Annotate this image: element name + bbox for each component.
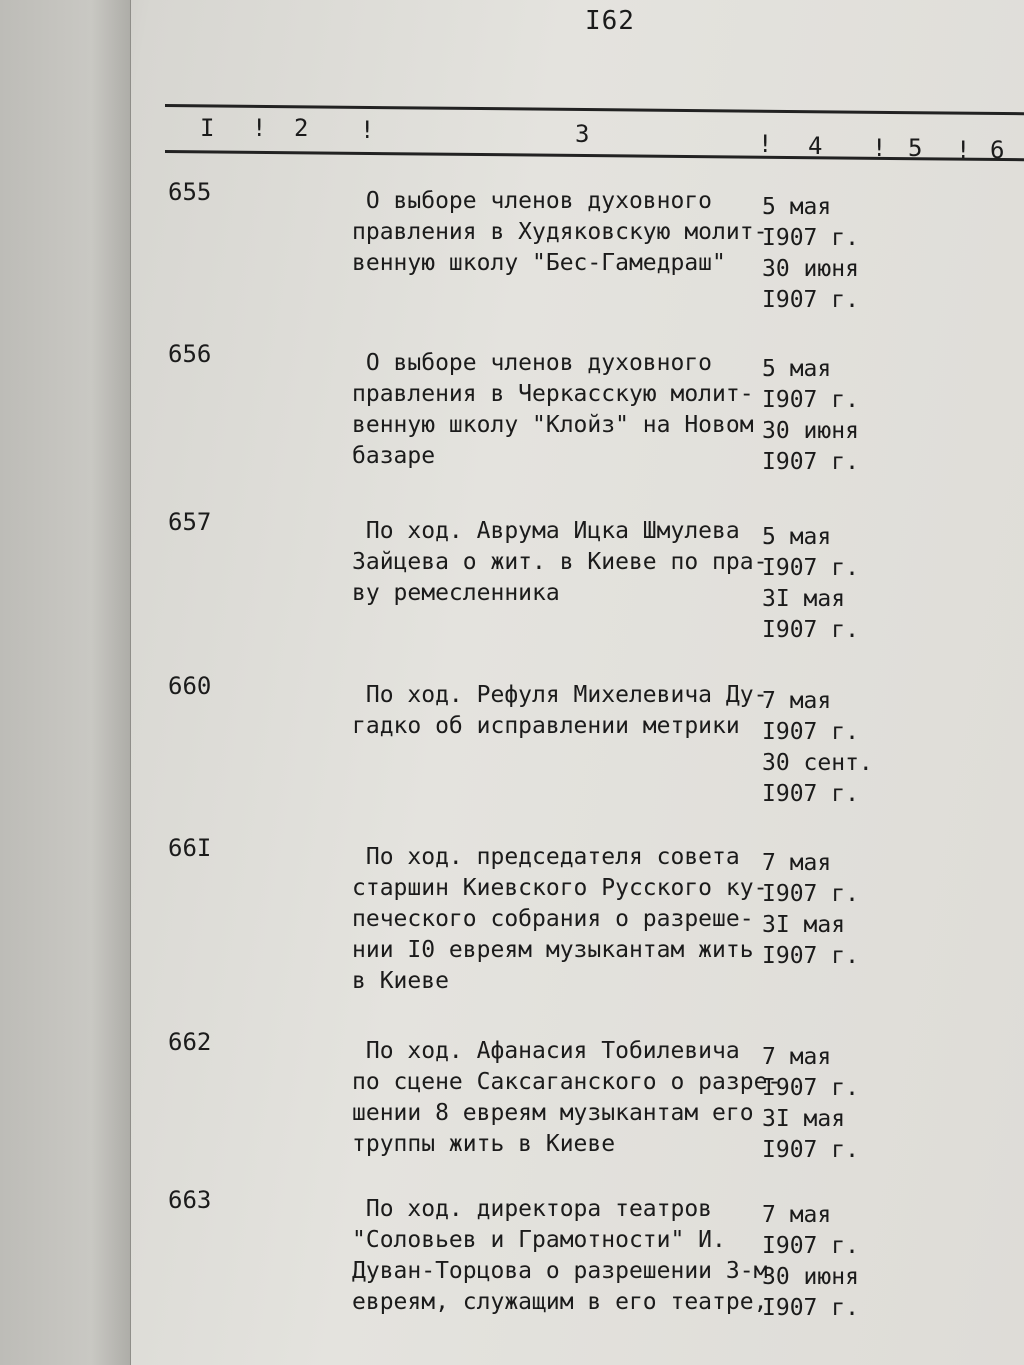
table-header-bottom-rule (165, 150, 1024, 161)
description-line: печеского собрания о разреше- (352, 906, 754, 932)
header-col-2: 2 (294, 114, 309, 142)
entry-number: 66I (168, 834, 212, 862)
entry-number: 655 (168, 178, 212, 206)
description-line: По ход. директора театров (352, 1196, 713, 1222)
description-line: Дуван-Торцова о разрешении 3-м (352, 1258, 768, 1284)
date-line: 5 мая (762, 194, 832, 220)
date-line: I907 г. (762, 781, 859, 807)
entry-dates (762, 522, 859, 646)
date-line: I907 г. (762, 387, 859, 413)
description-line: По ход. Рефуля Михелевича Ду- (352, 682, 768, 708)
date-line: 7 мая (762, 688, 832, 714)
page-number: I62 (585, 6, 635, 36)
date-line: 30 июня (762, 256, 859, 282)
header-separator: ! (360, 116, 375, 144)
description-line: нии I0 евреям музыкантам жить (352, 937, 754, 963)
date-line: 30 июня (762, 418, 859, 444)
page-gutter (0, 0, 131, 1365)
description-line: Зайцева о жит. в Киеве по пра- (352, 549, 768, 575)
date-line: I907 г. (762, 1137, 859, 1163)
entry-dates (762, 1200, 859, 1324)
date-line: 3I мая (762, 586, 846, 612)
date-line: I907 г. (762, 1295, 859, 1321)
entry-description (352, 680, 772, 742)
header-separator: ! (758, 130, 773, 158)
entry-dates (762, 354, 859, 478)
date-line: I907 г. (762, 881, 859, 907)
date-line: I907 г. (762, 1233, 859, 1259)
date-line: 30 июня (762, 1264, 859, 1290)
date-line: 3I мая (762, 912, 846, 938)
header-col-4: 4 (808, 132, 823, 160)
header-col-5: 5 (908, 134, 923, 162)
header-col-6: 6 (990, 136, 1005, 164)
entry-number: 662 (168, 1028, 212, 1056)
description-line: По ход. Аврума Ицка Шмулева (352, 518, 740, 544)
date-line: I907 г. (762, 555, 859, 581)
header-separator: ! (956, 136, 971, 164)
description-line: ву ремесленника (352, 580, 560, 606)
description-line: О выборе членов духовного (352, 350, 713, 376)
entry-description (352, 186, 772, 279)
date-line: 5 мая (762, 524, 832, 550)
description-line: в Киеве (352, 968, 449, 994)
description-line: гадко об исправлении метрики (352, 713, 740, 739)
description-line: евреям, служащим в его театре, (352, 1289, 768, 1315)
description-line: по сцене Саксаганского о разре- (352, 1069, 782, 1095)
date-line: I907 г. (762, 1075, 859, 1101)
description-line: О выборе членов духовного (352, 188, 713, 214)
header-separator: ! (872, 134, 887, 162)
description-line: правления в Черкасскую молит- (352, 381, 754, 407)
date-line: I907 г. (762, 719, 859, 745)
description-line: труппы жить в Киеве (352, 1131, 616, 1157)
header-col-3: 3 (575, 120, 590, 148)
header-col-1: I (200, 114, 215, 142)
description-line: базаре (352, 443, 436, 469)
date-line: I907 г. (762, 617, 859, 643)
description-line: По ход. председателя совета (352, 844, 740, 870)
date-line: 30 сент. (762, 750, 873, 776)
description-line: венную школу "Клойз" на Новом (352, 412, 754, 438)
date-line: 7 мая (762, 1044, 832, 1070)
entry-description (352, 842, 772, 997)
entry-number: 663 (168, 1186, 212, 1214)
date-line: 5 мая (762, 356, 832, 382)
entry-dates (762, 848, 859, 972)
date-line: I907 г. (762, 449, 859, 475)
entry-description (352, 348, 772, 472)
entry-description (352, 1194, 772, 1318)
description-line: старшин Киевского Русского ку- (352, 875, 768, 901)
date-line: I907 г. (762, 287, 859, 313)
date-line: I907 г. (762, 225, 859, 251)
description-line: венную школу "Бес-Гамедраш" (352, 250, 726, 276)
header-separator: ! (252, 114, 267, 142)
description-line: "Соловьев и Грамотности" И. (352, 1227, 726, 1253)
description-line: По ход. Афанасия Тобилевича (352, 1038, 740, 1064)
entry-description (352, 1036, 782, 1160)
entry-dates (762, 192, 859, 316)
date-line: I907 г. (762, 943, 859, 969)
date-line: 7 мая (762, 1202, 832, 1228)
description-line: шении 8 евреям музыкантам его (352, 1100, 754, 1126)
description-line: правления в Худяковскую молит- (352, 219, 768, 245)
entry-description (352, 516, 772, 609)
entry-number: 660 (168, 672, 212, 700)
date-line: 3I мая (762, 1106, 846, 1132)
entry-dates (762, 1042, 859, 1166)
entry-dates (762, 686, 873, 810)
entry-number: 657 (168, 508, 212, 536)
date-line: 7 мая (762, 850, 832, 876)
entry-number: 656 (168, 340, 212, 368)
